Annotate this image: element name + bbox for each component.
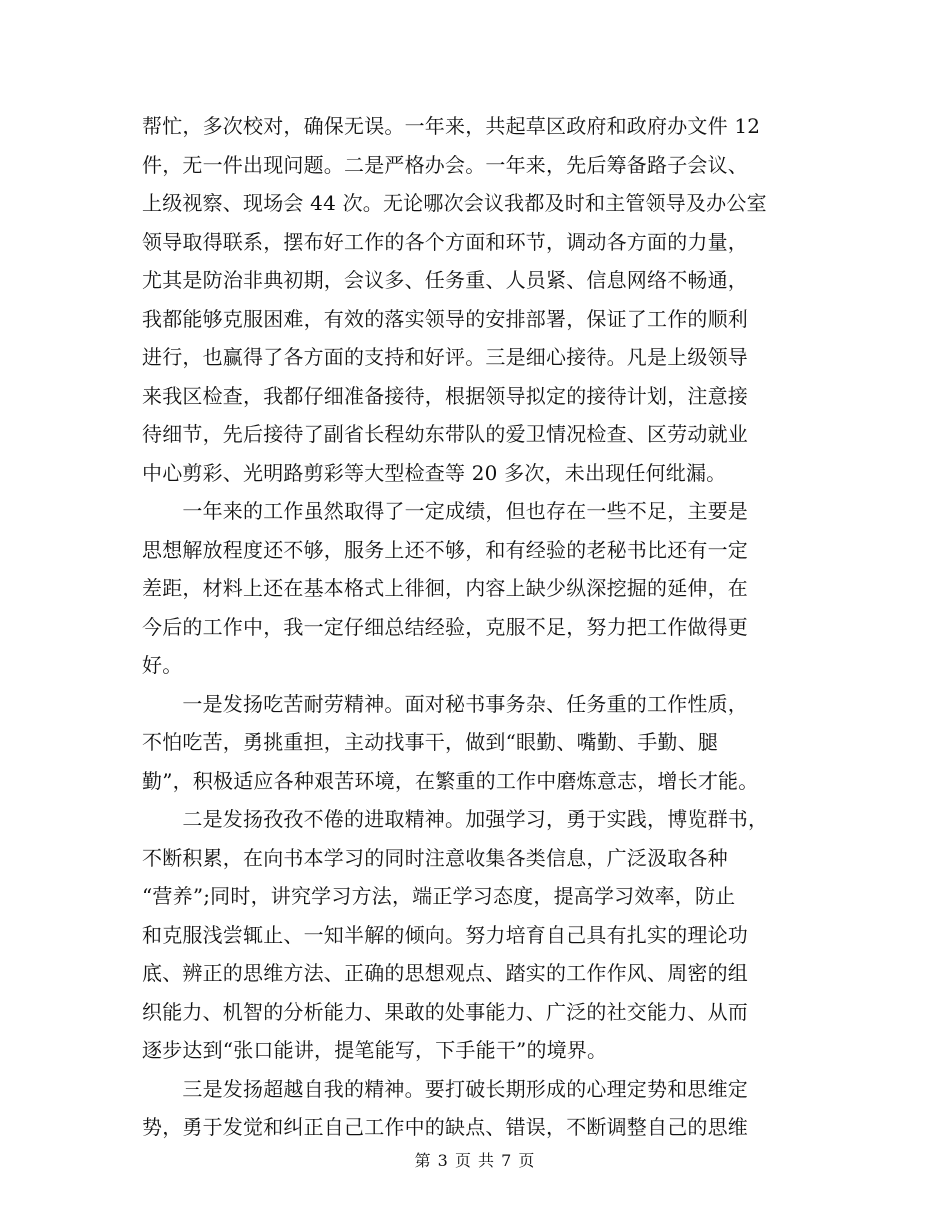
text-line: 尤其是防治非典初期，会议多、任务重、人员紧、信息网络不畅通， (142, 268, 748, 292)
text-line: 底、辨正的思维方法、正确的思想观点、踏实的工作作风、周密的组 (142, 961, 748, 985)
text-line: 领导取得联系，摆布好工作的各个方面和环节，调动各方面的力量， (142, 229, 748, 254)
document-body (142, 107, 822, 1147)
text-line: 上级视察、现场会 44 次。无论哪次会议我都及时和主管领导及办公室 (142, 191, 767, 215)
paragraph-start-line: 三是发扬超越自我的精神。要打破长期形成的心理定势和思维定 (142, 1076, 748, 1101)
text-line: 我都能够克服困难，有效的落实领导的安排部署，保证了工作的顺利 (142, 306, 748, 331)
text-line: 好。 (142, 653, 183, 677)
text-line: 不怕吃苦，勇挑重担，主动找事干，做到“眼勤、嘴勤、手勤、腿 (142, 730, 719, 754)
paragraph-start-line: 一年来的工作虽然取得了一定成绩，但也存在一些不足，主要是 (142, 499, 748, 523)
text-line: 进行，也赢得了各方面的支持和好评。三是细心接待。凡是上级领导 (142, 345, 748, 369)
paragraph-start-line: 二是发扬孜孜不倦的进取精神。加强学习，勇于实践，博览群书， (142, 807, 769, 831)
text-line: 中心剪彩、光明路剪彩等大型检查等 20 多次，未出现任何纰漏。 (142, 460, 727, 485)
text-line: 逐步达到“张口能讲，提笔能写，下手能干”的境界。 (142, 1038, 608, 1062)
text-line: 勤”，积极适应各种艰苦环境，在繁重的工作中磨炼意志，增长才能。 (142, 768, 759, 793)
paragraph-start-line: 一是发扬吃苦耐劳精神。面对秘书事务杂、任务重的工作性质， (142, 691, 748, 716)
text-line: 织能力、机智的分析能力、果敢的处事能力、广泛的社交能力、从而 (142, 999, 748, 1024)
text-line: 差距，材料上还在基本格式上徘徊，内容上缺少纵深挖掘的延伸，在 (142, 576, 748, 600)
text-line: 来我区检查，我都仔细准备接待，根据领导拟定的接待计划，注意接 (142, 383, 748, 408)
text-line: 待细节，先后接待了副省长程幼东带队的爱卫情况检查、区劳动就业 (142, 422, 748, 446)
text-line: 件，无一件出现问题。二是严格办会。一年来，先后筹备路子会议、 (142, 152, 748, 177)
text-line: 今后的工作中，我一定仔细总结经验，克服不足，努力把工作做得更 (142, 614, 748, 639)
text-line: 势，勇于发觉和纠正自己工作中的缺点、错误，不断调整自己的思维 (142, 1115, 748, 1139)
text-line: 和克服浅尝辄止、一知半解的倾向。努力培育自己具有扎实的理论功 (142, 922, 748, 947)
page-number-footer: 第 3 页 共 7 页 (414, 1151, 536, 1170)
text-line: 思想解放程度还不够，服务上还不够，和有经验的老秘书比还有一定 (142, 537, 748, 562)
text-line: “营养”;同时，讲究学习方法，端正学习态度，提高学习效率，防止 (142, 884, 736, 908)
text-line: 不断积累，在向书本学习的同时注意收集各类信息，广泛汲取各种 (142, 845, 728, 870)
text-line: 帮忙，多次校对，确保无误。一年来，共起草区政府和政府办文件 12 (142, 114, 761, 138)
